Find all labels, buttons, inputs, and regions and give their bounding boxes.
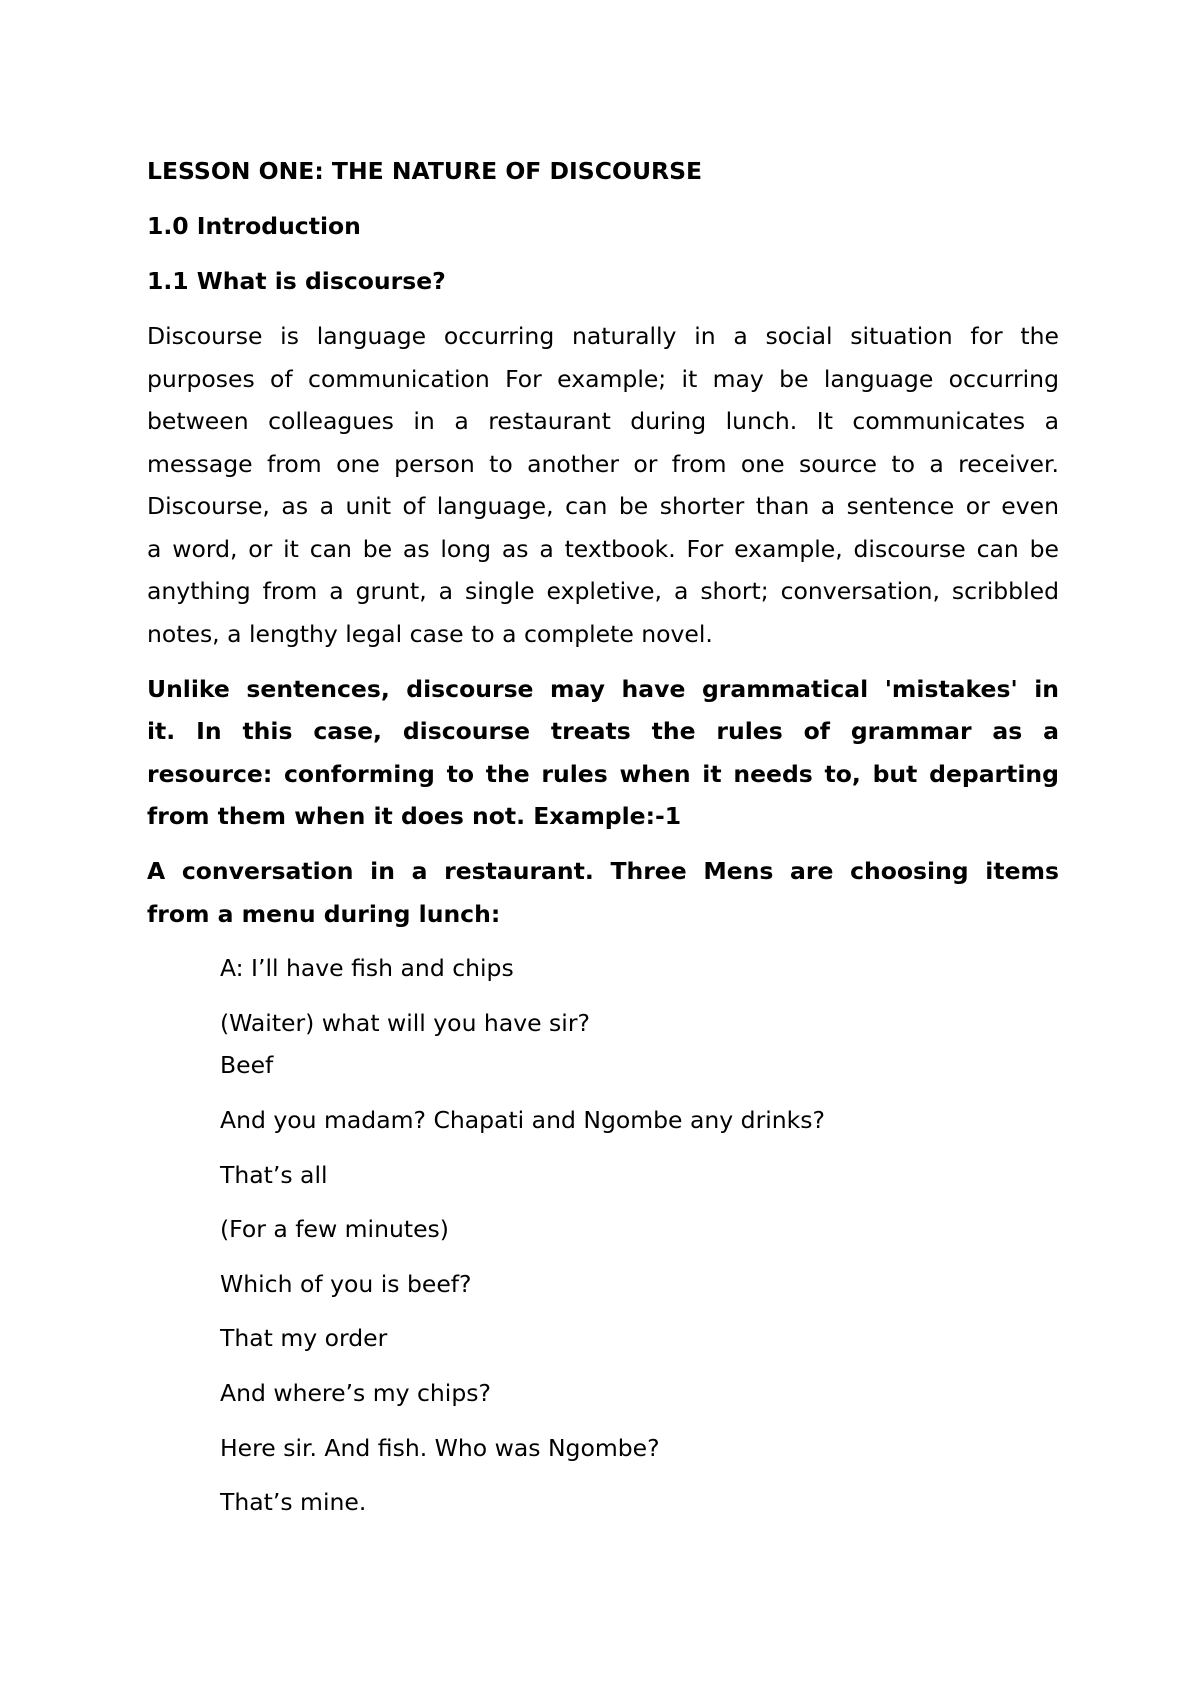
- dialogue-line: And you madam? Chapati and Ngombe any drinks?: [220, 1106, 825, 1134]
- paragraph-3-line-1: A conversation in a restaurant. Three Mens are choosing items: [147, 857, 1059, 885]
- paragraph-2-line-3: resource: conforming to the rules when it needs to, but departing: [147, 760, 1059, 788]
- paragraph-1-line-8: notes, a lengthy legal case to a complete novel.: [147, 620, 713, 648]
- dialogue-line: Which of you is beef?: [220, 1270, 472, 1298]
- section-heading-introduction: 1.0 Introduction: [147, 212, 361, 240]
- dialogue-line: That’s all: [220, 1161, 328, 1189]
- paragraph-1-line-2: purposes of communication For example; it may be language occurring: [147, 365, 1059, 393]
- paragraph-1-line-5: Discourse, as a unit of language, can be shorter than a sentence or even: [147, 492, 1059, 520]
- dialogue-line: (For a few minutes): [220, 1215, 449, 1243]
- dialogue-line: And where’s my chips?: [220, 1379, 491, 1407]
- paragraph-3-line-2: from a menu during lunch:: [147, 900, 501, 928]
- paragraph-2-line-1: Unlike sentences, discourse may have grammatical 'mistakes' in: [147, 675, 1059, 703]
- dialogue-line: Beef: [220, 1051, 274, 1079]
- dialogue-line: That my order: [220, 1324, 388, 1352]
- dialogue-line: A: I’ll have fish and chips: [220, 954, 514, 982]
- paragraph-1-line-1: Discourse is language occurring naturally in a social situation for the: [147, 322, 1059, 350]
- paragraph-1-line-3: between colleagues in a restaurant during lunch. It communicates a: [147, 407, 1059, 435]
- paragraph-2-line-4: from them when it does not. Example:-1: [147, 802, 682, 830]
- dialogue-line: (Waiter) what will you have sir?: [220, 1009, 590, 1037]
- paragraph-1-line-7: anything from a grunt, a single expletive, a short; conversation, scribbled: [147, 577, 1059, 605]
- dialogue-line: Here sir. And fish. Who was Ngombe?: [220, 1434, 660, 1462]
- paragraph-1-line-6: a word, or it can be as long as a textbook. For example, discourse can be: [147, 535, 1059, 563]
- paragraph-2-line-2: it. In this case, discourse treats the rules of grammar as a: [147, 717, 1059, 745]
- section-heading-what-is-discourse: 1.1 What is discourse?: [147, 267, 446, 295]
- dialogue-line: That’s mine.: [220, 1488, 367, 1516]
- paragraph-1-line-4: message from one person to another or from one source to a receiver.: [147, 450, 1059, 478]
- lesson-title: LESSON ONE: THE NATURE OF DISCOURSE: [147, 157, 703, 185]
